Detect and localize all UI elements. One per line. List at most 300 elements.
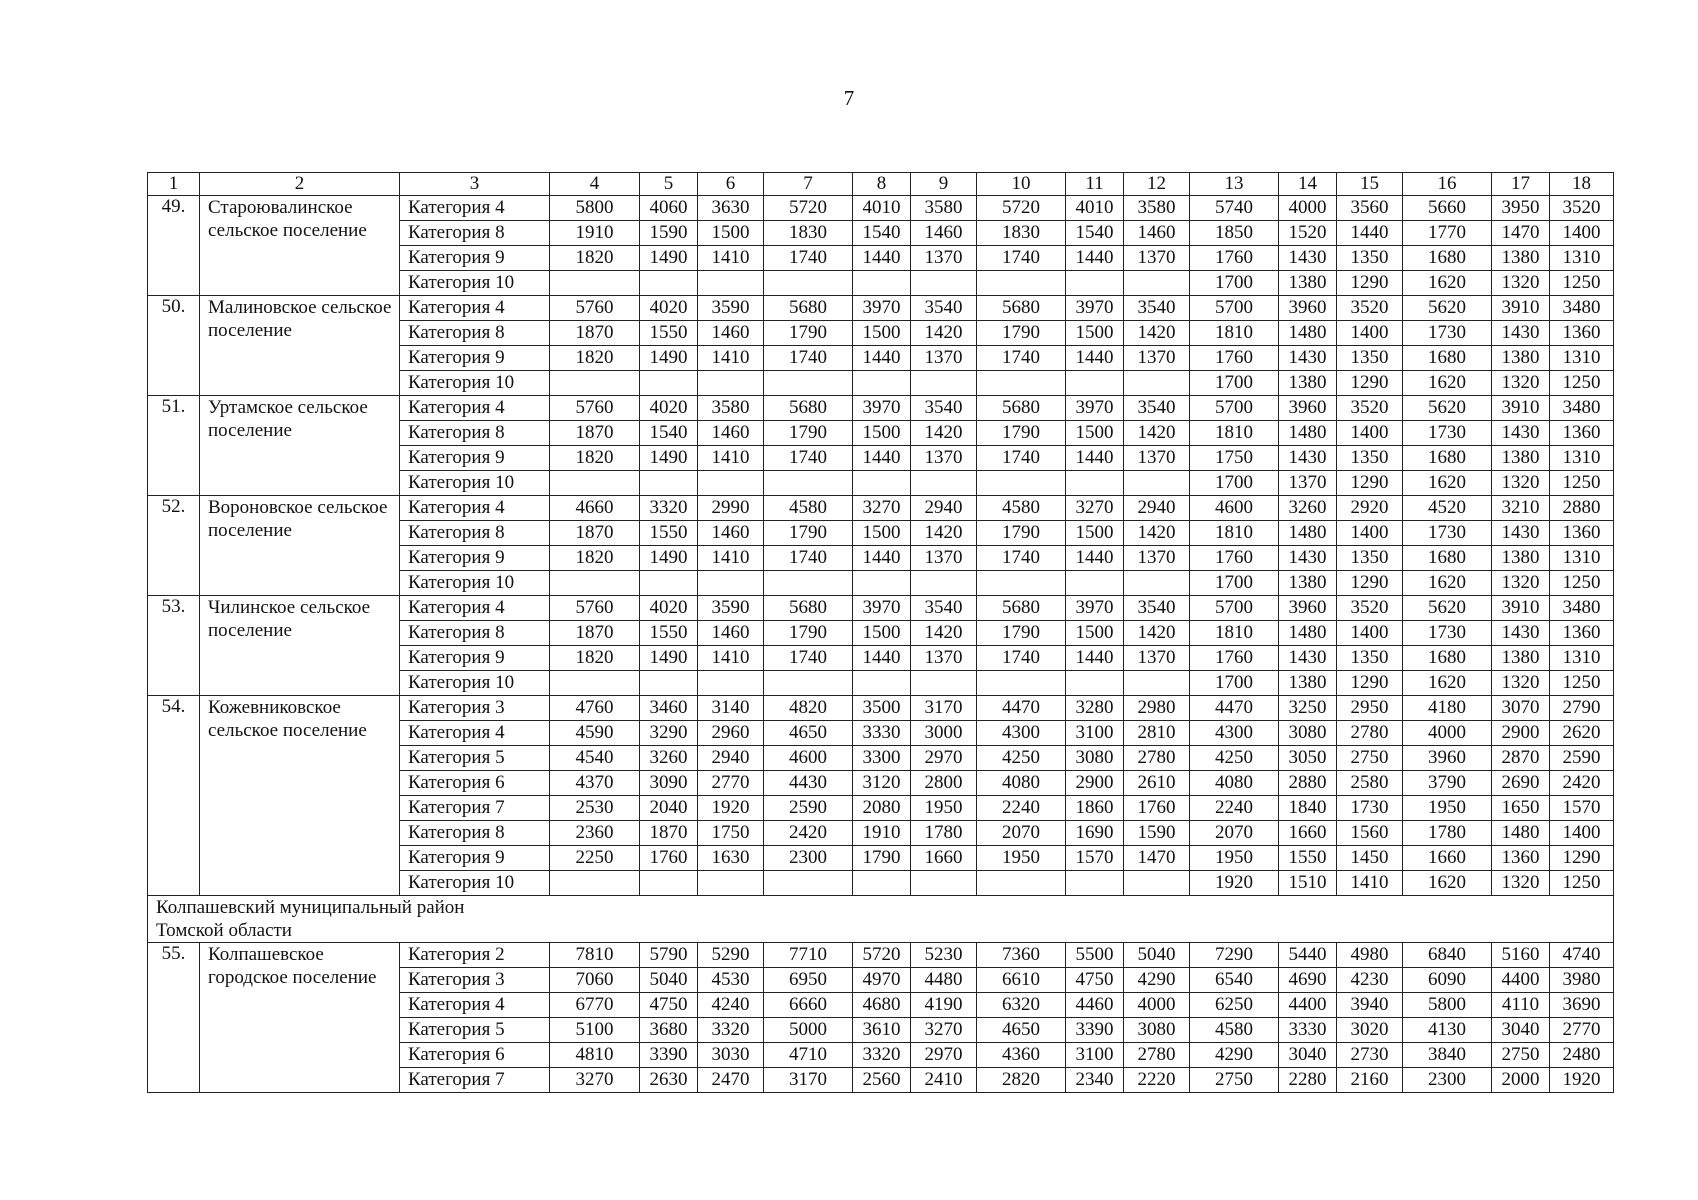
value-cell: 1790 [853, 846, 911, 871]
value-cell: 1700 [1190, 371, 1279, 396]
value-cell: 1350 [1337, 246, 1403, 271]
value-cell: 5800 [550, 196, 640, 221]
value-cell: 1730 [1403, 621, 1492, 646]
value-cell: 2800 [911, 771, 977, 796]
category-label: Категория 9 [400, 646, 550, 671]
value-cell: 5040 [1124, 943, 1190, 968]
value-cell: 1550 [640, 521, 698, 546]
value-cell: 4020 [640, 596, 698, 621]
value-cell: 1790 [977, 521, 1066, 546]
value-cell: 2070 [1190, 821, 1279, 846]
value-cell: 3390 [640, 1043, 698, 1068]
value-cell: 4580 [977, 496, 1066, 521]
value-cell: 1700 [1190, 671, 1279, 696]
category-label: Категория 3 [400, 696, 550, 721]
value-cell: 2560 [853, 1068, 911, 1093]
value-cell: 1790 [977, 621, 1066, 646]
value-cell: 4230 [1337, 968, 1403, 993]
value-cell: 3460 [640, 696, 698, 721]
value-cell: 1430 [1279, 546, 1337, 571]
column-number-cell: 1 [148, 173, 200, 196]
category-label: Категория 9 [400, 346, 550, 371]
category-label: Категория 10 [400, 871, 550, 896]
value-cell: 1400 [1550, 821, 1614, 846]
value-cell [911, 271, 977, 296]
column-number-cell: 8 [853, 173, 911, 196]
value-cell: 1750 [698, 821, 764, 846]
settlement-name: Чилинское сельское поселение [200, 596, 400, 696]
value-cell: 1830 [764, 221, 853, 246]
value-cell: 1810 [1190, 621, 1279, 646]
value-cell: 1310 [1550, 346, 1614, 371]
settlement-name: Колпашевское городское поселение [200, 943, 400, 1093]
value-cell: 2780 [1337, 721, 1403, 746]
value-cell: 4750 [1066, 968, 1124, 993]
value-cell: 3540 [1124, 296, 1190, 321]
value-cell: 1620 [1403, 271, 1492, 296]
value-cell: 5680 [977, 296, 1066, 321]
value-cell: 1310 [1550, 446, 1614, 471]
value-cell: 2730 [1337, 1043, 1403, 1068]
value-cell: 2000 [1492, 1068, 1550, 1093]
value-cell: 3560 [1337, 196, 1403, 221]
value-cell: 1420 [911, 521, 977, 546]
category-label: Категория 9 [400, 846, 550, 871]
value-cell: 4530 [698, 968, 764, 993]
value-cell: 2300 [764, 846, 853, 871]
value-cell: 3520 [1337, 296, 1403, 321]
value-cell [764, 871, 853, 896]
column-number-cell: 12 [1124, 173, 1190, 196]
value-cell: 3910 [1492, 396, 1550, 421]
value-cell: 1380 [1492, 346, 1550, 371]
value-cell: 1820 [550, 546, 640, 571]
value-cell: 4650 [977, 1018, 1066, 1043]
table-row [148, 396, 1614, 421]
value-cell: 1590 [640, 221, 698, 246]
value-cell: 2300 [1403, 1068, 1492, 1093]
value-cell: 4000 [1124, 993, 1190, 1018]
value-cell: 1570 [1550, 796, 1614, 821]
value-cell: 1350 [1337, 346, 1403, 371]
value-cell: 2790 [1550, 696, 1614, 721]
value-cell: 1540 [1066, 221, 1124, 246]
value-cell: 4290 [1124, 968, 1190, 993]
value-cell: 4360 [977, 1043, 1066, 1068]
value-cell: 1870 [640, 821, 698, 846]
value-cell: 4240 [698, 993, 764, 1018]
value-cell: 1440 [1066, 446, 1124, 471]
value-cell: 6320 [977, 993, 1066, 1018]
value-cell [1124, 571, 1190, 596]
value-cell: 1400 [1337, 521, 1403, 546]
value-cell: 1780 [911, 821, 977, 846]
value-cell: 5680 [764, 396, 853, 421]
value-cell: 5290 [698, 943, 764, 968]
value-cell: 1450 [1337, 846, 1403, 871]
value-cell: 7060 [550, 968, 640, 993]
value-cell: 5700 [1190, 396, 1279, 421]
value-cell: 1810 [1190, 421, 1279, 446]
value-cell: 1370 [1124, 346, 1190, 371]
value-cell: 2940 [698, 746, 764, 771]
page-number: 7 [843, 86, 855, 110]
value-cell: 1350 [1337, 446, 1403, 471]
value-cell: 2160 [1337, 1068, 1403, 1093]
value-cell: 2750 [1337, 746, 1403, 771]
value-cell: 2530 [550, 796, 640, 821]
value-cell: 1480 [1279, 321, 1337, 346]
value-cell: 4190 [911, 993, 977, 1018]
table-row [148, 296, 1614, 321]
value-cell: 7290 [1190, 943, 1279, 968]
table-row [148, 696, 1614, 721]
value-cell: 3290 [640, 721, 698, 746]
value-cell: 2870 [1492, 746, 1550, 771]
value-cell: 4130 [1403, 1018, 1492, 1043]
column-number-cell: 7 [764, 173, 853, 196]
value-cell: 2340 [1066, 1068, 1124, 1093]
column-number-cell: 5 [640, 173, 698, 196]
value-cell: 1460 [698, 621, 764, 646]
value-cell: 1500 [853, 421, 911, 446]
value-cell: 1770 [1403, 221, 1492, 246]
value-cell: 5160 [1492, 943, 1550, 968]
value-cell: 2990 [698, 496, 764, 521]
category-label: Категория 8 [400, 321, 550, 346]
value-cell: 3970 [1066, 396, 1124, 421]
value-cell: 4600 [1190, 496, 1279, 521]
value-cell: 3030 [698, 1043, 764, 1068]
value-cell: 2980 [1124, 696, 1190, 721]
value-cell: 1310 [1550, 246, 1614, 271]
value-cell: 1350 [1337, 546, 1403, 571]
value-cell: 3960 [1279, 296, 1337, 321]
value-cell: 1420 [1124, 521, 1190, 546]
value-cell: 5680 [977, 396, 1066, 421]
value-cell: 1290 [1550, 846, 1614, 871]
value-cell: 1950 [977, 846, 1066, 871]
value-cell: 1250 [1550, 671, 1614, 696]
value-cell: 1460 [698, 521, 764, 546]
value-cell [764, 571, 853, 596]
value-cell: 2780 [1124, 746, 1190, 771]
value-cell: 1790 [977, 321, 1066, 346]
value-cell: 5720 [853, 943, 911, 968]
value-cell: 1690 [1066, 821, 1124, 846]
category-label: Категория 2 [400, 943, 550, 968]
value-cell: 4480 [911, 968, 977, 993]
value-cell [764, 471, 853, 496]
value-cell: 5660 [1403, 196, 1492, 221]
value-cell: 1290 [1337, 671, 1403, 696]
settlement-index: 49. [148, 196, 200, 296]
value-cell: 2750 [1492, 1043, 1550, 1068]
value-cell: 2900 [1492, 721, 1550, 746]
value-cell: 4370 [550, 771, 640, 796]
value-cell: 4010 [1066, 196, 1124, 221]
value-cell: 1360 [1550, 521, 1614, 546]
value-cell: 4290 [1190, 1043, 1279, 1068]
value-cell: 1650 [1492, 796, 1550, 821]
value-cell: 1370 [1279, 471, 1337, 496]
value-cell: 4430 [764, 771, 853, 796]
category-label: Категория 5 [400, 746, 550, 771]
value-cell: 1350 [1337, 646, 1403, 671]
value-cell [1124, 671, 1190, 696]
tariff-table [147, 172, 1614, 1093]
value-cell: 3980 [1550, 968, 1614, 993]
value-cell: 1490 [640, 446, 698, 471]
value-cell: 2780 [1124, 1043, 1190, 1068]
value-cell: 1550 [640, 321, 698, 346]
value-cell: 1700 [1190, 471, 1279, 496]
value-cell: 6540 [1190, 968, 1279, 993]
value-cell: 1500 [853, 321, 911, 346]
value-cell [853, 871, 911, 896]
value-cell: 3580 [1124, 196, 1190, 221]
value-cell: 1290 [1337, 271, 1403, 296]
value-cell [764, 371, 853, 396]
value-cell: 6770 [550, 993, 640, 1018]
value-cell: 7810 [550, 943, 640, 968]
value-cell: 1870 [550, 621, 640, 646]
value-cell: 1410 [698, 346, 764, 371]
value-cell: 1740 [977, 446, 1066, 471]
value-cell: 1370 [911, 546, 977, 571]
value-cell: 3270 [911, 1018, 977, 1043]
value-cell: 4470 [1190, 696, 1279, 721]
value-cell: 4660 [550, 496, 640, 521]
value-cell: 1560 [1337, 821, 1403, 846]
value-cell [1066, 871, 1124, 896]
value-cell: 1380 [1492, 646, 1550, 671]
value-cell: 1440 [853, 646, 911, 671]
value-cell: 3170 [911, 696, 977, 721]
value-cell [698, 571, 764, 596]
value-cell: 7360 [977, 943, 1066, 968]
category-label: Категория 10 [400, 571, 550, 596]
value-cell: 4970 [853, 968, 911, 993]
value-cell: 2580 [1337, 771, 1403, 796]
value-cell [1066, 371, 1124, 396]
value-cell: 1680 [1403, 646, 1492, 671]
value-cell: 1410 [698, 446, 764, 471]
value-cell [550, 371, 640, 396]
value-cell: 2360 [550, 821, 640, 846]
value-cell: 3970 [853, 296, 911, 321]
value-cell [640, 271, 698, 296]
value-cell: 5680 [764, 596, 853, 621]
value-cell: 1870 [550, 321, 640, 346]
value-cell: 3940 [1337, 993, 1403, 1018]
value-cell: 1730 [1403, 321, 1492, 346]
value-cell: 1680 [1403, 546, 1492, 571]
value-cell: 1470 [1124, 846, 1190, 871]
value-cell: 3520 [1337, 396, 1403, 421]
value-cell: 3610 [853, 1018, 911, 1043]
value-cell: 5800 [1403, 993, 1492, 1018]
value-cell [1066, 471, 1124, 496]
value-cell: 5720 [764, 196, 853, 221]
value-cell: 5680 [764, 296, 853, 321]
value-cell: 2590 [1550, 746, 1614, 771]
value-cell: 1460 [698, 321, 764, 346]
value-cell: 4980 [1337, 943, 1403, 968]
value-cell: 2920 [1337, 496, 1403, 521]
value-cell: 2690 [1492, 771, 1550, 796]
value-cell: 3540 [911, 396, 977, 421]
value-cell: 1440 [853, 446, 911, 471]
value-cell: 1420 [1124, 621, 1190, 646]
column-number-cell: 9 [911, 173, 977, 196]
value-cell: 5720 [977, 196, 1066, 221]
value-cell: 3070 [1492, 696, 1550, 721]
settlement-index: 52. [148, 496, 200, 596]
column-number-cell: 11 [1066, 173, 1124, 196]
value-cell: 5760 [550, 596, 640, 621]
value-cell: 3480 [1550, 396, 1614, 421]
column-number-cell: 13 [1190, 173, 1279, 196]
value-cell: 1440 [1066, 346, 1124, 371]
settlement-index: 50. [148, 296, 200, 396]
value-cell: 2950 [1337, 696, 1403, 721]
table-row [148, 496, 1614, 521]
value-cell: 1870 [550, 421, 640, 446]
value-cell: 4690 [1279, 968, 1337, 993]
value-cell: 4400 [1279, 993, 1337, 1018]
value-cell [550, 571, 640, 596]
value-cell: 1250 [1550, 871, 1614, 896]
value-cell [698, 671, 764, 696]
value-cell: 1430 [1279, 346, 1337, 371]
value-cell: 2240 [1190, 796, 1279, 821]
value-cell [853, 371, 911, 396]
value-cell: 1430 [1492, 521, 1550, 546]
value-cell: 1370 [1124, 546, 1190, 571]
value-cell: 1250 [1550, 471, 1614, 496]
value-cell: 1680 [1403, 446, 1492, 471]
value-cell [977, 871, 1066, 896]
category-label: Категория 4 [400, 721, 550, 746]
value-cell: 3960 [1403, 746, 1492, 771]
value-cell: 3080 [1066, 746, 1124, 771]
value-cell: 5620 [1403, 296, 1492, 321]
value-cell: 1490 [640, 546, 698, 571]
value-cell [640, 671, 698, 696]
value-cell: 1380 [1279, 271, 1337, 296]
value-cell: 4520 [1403, 496, 1492, 521]
value-cell: 1760 [1190, 546, 1279, 571]
value-cell: 3040 [1279, 1043, 1337, 1068]
value-cell: 1370 [911, 446, 977, 471]
value-cell: 3000 [911, 721, 977, 746]
value-cell: 5700 [1190, 296, 1279, 321]
category-label: Категория 8 [400, 521, 550, 546]
column-number-cell: 3 [400, 173, 550, 196]
value-cell: 4250 [977, 746, 1066, 771]
category-label: Категория 9 [400, 546, 550, 571]
value-cell: 1320 [1492, 471, 1550, 496]
value-cell: 3950 [1492, 196, 1550, 221]
column-number-cell: 16 [1403, 173, 1492, 196]
value-cell [698, 471, 764, 496]
value-cell [1124, 471, 1190, 496]
value-cell: 1400 [1337, 621, 1403, 646]
value-cell: 2610 [1124, 771, 1190, 796]
value-cell: 3250 [1279, 696, 1337, 721]
value-cell: 1910 [853, 821, 911, 846]
value-cell: 3590 [698, 596, 764, 621]
value-cell: 2970 [911, 1043, 977, 1068]
settlement-index: 54. [148, 696, 200, 896]
value-cell [764, 271, 853, 296]
value-cell: 3100 [1066, 721, 1124, 746]
value-cell: 3540 [1124, 396, 1190, 421]
value-cell: 1310 [1550, 546, 1614, 571]
value-cell: 1810 [1190, 521, 1279, 546]
value-cell: 1750 [1190, 446, 1279, 471]
category-label: Категория 8 [400, 621, 550, 646]
value-cell: 2040 [640, 796, 698, 821]
value-cell: 1370 [911, 646, 977, 671]
value-cell: 5230 [911, 943, 977, 968]
value-cell [550, 671, 640, 696]
table-row [148, 196, 1614, 221]
settlement-name: Вороновское сельское поселение [200, 496, 400, 596]
value-cell: 1290 [1337, 371, 1403, 396]
value-cell: 3100 [1066, 1043, 1124, 1068]
value-cell: 1870 [550, 521, 640, 546]
value-cell: 4540 [550, 746, 640, 771]
value-cell: 2900 [1066, 771, 1124, 796]
value-cell: 5620 [1403, 596, 1492, 621]
value-cell: 1440 [853, 546, 911, 571]
value-cell: 3280 [1066, 696, 1124, 721]
value-cell: 1430 [1492, 421, 1550, 446]
value-cell: 1700 [1190, 271, 1279, 296]
category-label: Категория 3 [400, 968, 550, 993]
value-cell: 2880 [1550, 496, 1614, 521]
value-cell: 1740 [977, 646, 1066, 671]
column-number-row [148, 173, 1614, 196]
value-cell: 4080 [1190, 771, 1279, 796]
settlement-name: Кожевниковское сельское поселение [200, 696, 400, 896]
value-cell: 1460 [698, 421, 764, 446]
value-cell: 5000 [764, 1018, 853, 1043]
value-cell: 1920 [1550, 1068, 1614, 1093]
value-cell: 2080 [853, 796, 911, 821]
value-cell: 2410 [911, 1068, 977, 1093]
value-cell: 3330 [1279, 1018, 1337, 1043]
value-cell: 3270 [1066, 496, 1124, 521]
value-cell: 4010 [853, 196, 911, 221]
value-cell: 5040 [640, 968, 698, 993]
category-label: Категория 4 [400, 496, 550, 521]
value-cell: 1680 [1403, 246, 1492, 271]
value-cell: 3140 [698, 696, 764, 721]
value-cell: 6950 [764, 968, 853, 993]
value-cell: 1660 [1403, 846, 1492, 871]
table-row [148, 596, 1614, 621]
settlement-index: 55. [148, 943, 200, 1093]
value-cell: 3690 [1550, 993, 1614, 1018]
value-cell: 4300 [1190, 721, 1279, 746]
value-cell: 6660 [764, 993, 853, 1018]
value-cell: 4470 [977, 696, 1066, 721]
value-cell: 3270 [853, 496, 911, 521]
value-cell: 1740 [977, 346, 1066, 371]
